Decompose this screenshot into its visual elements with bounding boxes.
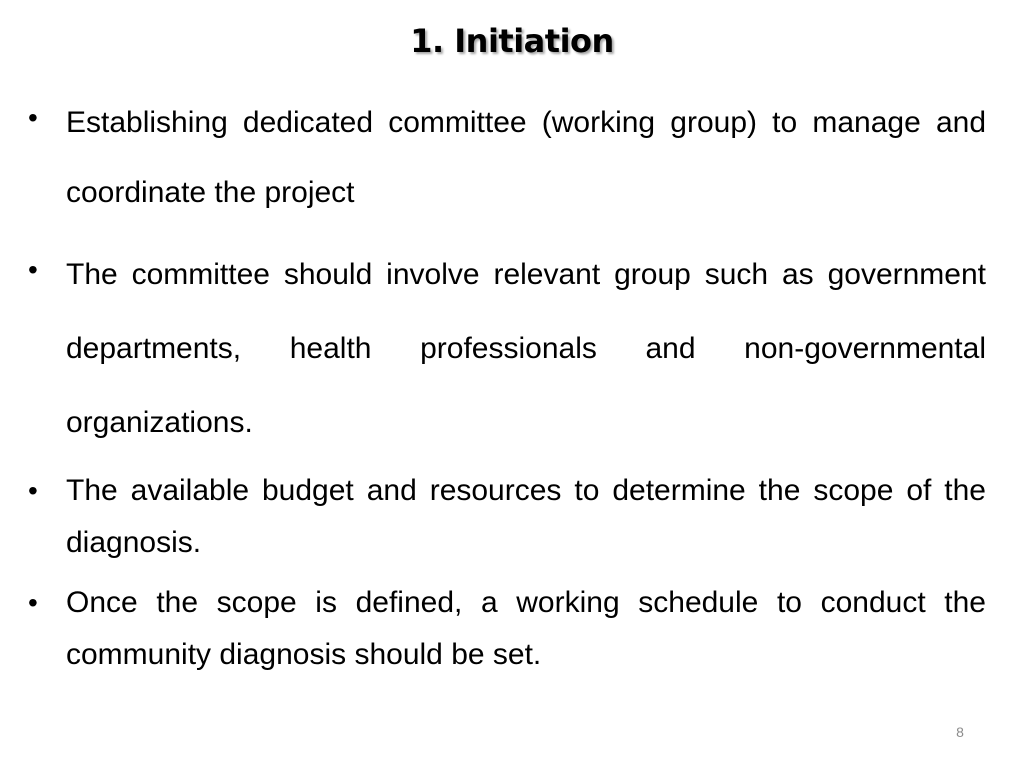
bullet-item <box>28 577 986 681</box>
bullet-icon: • <box>28 587 38 618</box>
bullet-item <box>28 88 986 228</box>
bullet-text: Establishing dedicated committee (working group) to manage and coordinate the project <box>66 106 986 209</box>
bullet-icon: • <box>28 102 38 133</box>
bullet-item <box>28 238 986 460</box>
bullet-text: The available budget and resources to determine the scope of the diagnosis. <box>66 474 986 559</box>
page-number: 8 <box>956 724 964 740</box>
bullet-icon: • <box>28 254 38 285</box>
bullet-icon: • <box>28 475 38 506</box>
slide-title: 1. Initiation <box>410 22 614 60</box>
bullet-text: The committee should involve relevant group such as government departments, health professionals and non-governmental organizations. <box>66 258 986 439</box>
bullet-item <box>28 465 986 569</box>
bullet-text: Once the scope is defined, a working schedule to conduct the community diagnosis should be set. <box>66 586 986 671</box>
